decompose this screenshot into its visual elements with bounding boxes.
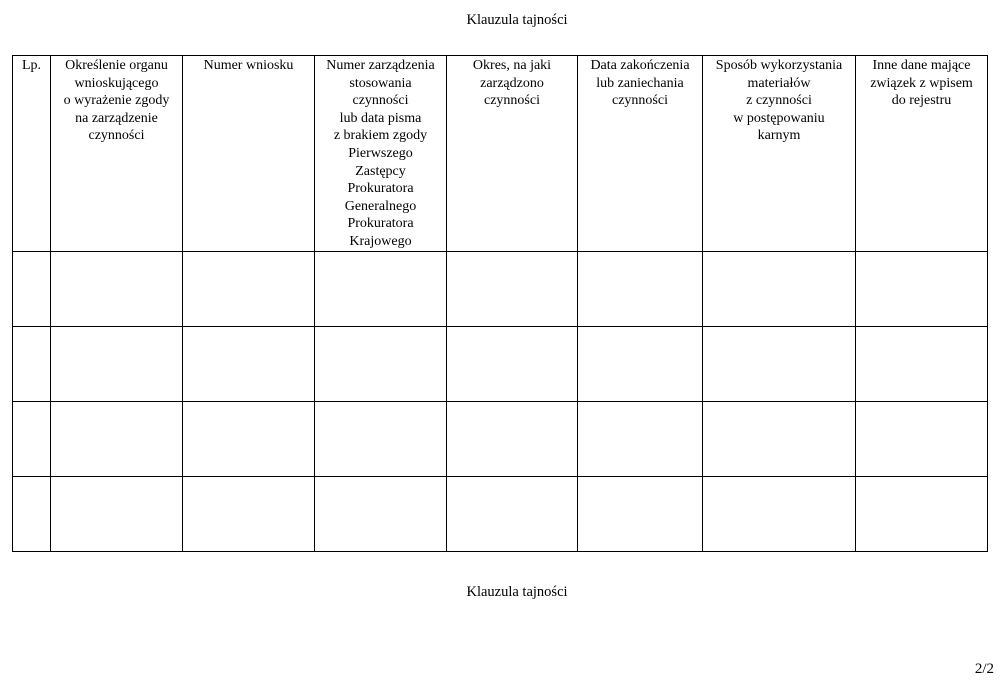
table-row <box>13 477 988 552</box>
column-header-order-number: Numer zarządzenia stosowania czynności lub data pisma z brakiem zgody Pierwszego Zastępcy Prokuratora Generalnego Prokuratora Krajowego <box>315 56 447 252</box>
table-row <box>13 402 988 477</box>
table-cell <box>447 327 578 402</box>
table-cell <box>703 252 856 327</box>
table-cell <box>183 477 315 552</box>
table-row <box>13 327 988 402</box>
table-cell <box>183 252 315 327</box>
table-cell <box>183 402 315 477</box>
table-cell <box>51 477 183 552</box>
table-cell <box>856 327 988 402</box>
page-number: 2/2 <box>974 661 994 677</box>
table-cell <box>13 252 51 327</box>
table-cell <box>578 477 703 552</box>
security-clause-footer: Klauzula tajności <box>466 584 568 600</box>
table-header-row <box>13 56 988 252</box>
table-cell <box>578 252 703 327</box>
table-cell <box>13 477 51 552</box>
table-cell <box>447 252 578 327</box>
table-cell <box>315 252 447 327</box>
table-cell <box>183 327 315 402</box>
table-cell <box>447 477 578 552</box>
table-cell <box>51 252 183 327</box>
table-cell <box>856 402 988 477</box>
column-header-lp: Lp. <box>13 56 51 252</box>
table-cell <box>703 327 856 402</box>
column-header-request-number: Numer wniosku <box>183 56 315 252</box>
table-cell <box>856 252 988 327</box>
column-header-end-date: Data zakończenia lub zaniechania czynności <box>578 56 703 252</box>
table-cell <box>447 402 578 477</box>
table-cell <box>578 327 703 402</box>
column-header-requesting-authority: Określenie organu wnioskującego o wyrażenie zgody na zarządzenie czynności <box>51 56 183 252</box>
table-cell <box>703 477 856 552</box>
table-cell <box>13 402 51 477</box>
table-cell <box>703 402 856 477</box>
table-cell <box>578 402 703 477</box>
column-header-other-data: Inne dane mające związek z wpisem do rejestru <box>856 56 988 252</box>
table-cell <box>51 327 183 402</box>
table-cell <box>315 477 447 552</box>
security-clause-header: Klauzula tajności <box>466 12 568 28</box>
table-row <box>13 252 988 327</box>
register-table <box>12 55 988 552</box>
column-header-period: Okres, na jaki zarządzono czynności <box>447 56 578 252</box>
table-cell <box>315 327 447 402</box>
table-cell <box>856 477 988 552</box>
table-cell <box>13 327 51 402</box>
table-cell <box>315 402 447 477</box>
table-cell <box>51 402 183 477</box>
column-header-material-usage: Sposób wykorzystania materiałów z czynności w postępowaniu karnym <box>703 56 856 252</box>
